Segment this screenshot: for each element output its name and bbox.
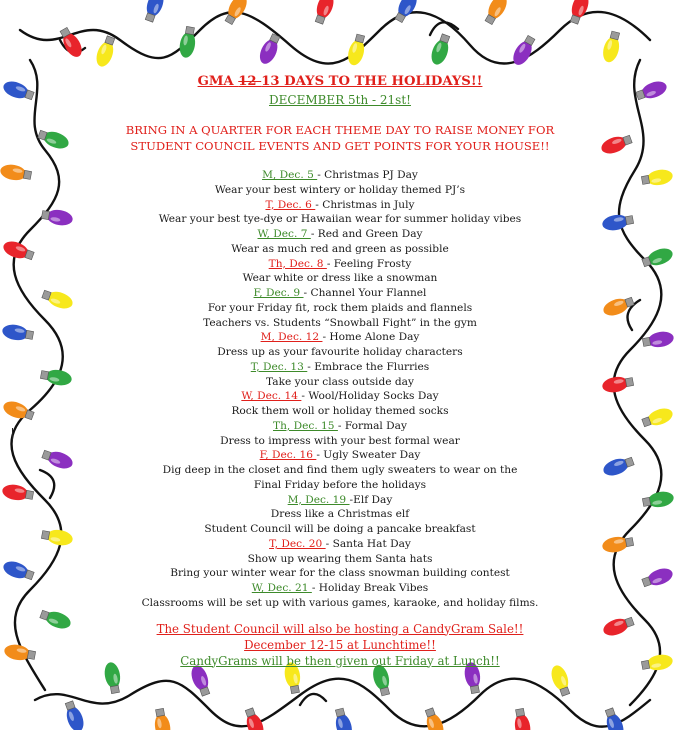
light-bulb-icon: [332, 707, 355, 730]
light-bulb-icon: [178, 26, 198, 59]
theme-day-title: - Channel Your Flannel: [303, 287, 427, 299]
theme-day-row: [60, 227, 620, 242]
text-cursor: [12, 428, 13, 441]
theme-day-row: [60, 537, 620, 552]
theme-day-row: [60, 389, 620, 404]
light-bulb-icon: [1, 483, 34, 503]
theme-day-row: [60, 448, 620, 463]
light-bulb-icon: [641, 245, 675, 270]
theme-day-title: -Elf Day: [349, 493, 393, 506]
light-bulb-icon: [512, 708, 532, 730]
theme-day-description: Classrooms will be set up with various games, karaoke, and holiday films.: [141, 596, 539, 609]
theme-day-description: Dress like a Christmas elf: [270, 508, 410, 521]
flyer-date-range: DECEMBER 5th - 21st!: [269, 93, 411, 107]
light-bulb-icon: [312, 0, 337, 25]
theme-day-description: Dress up as your favourite holiday characters: [217, 346, 463, 358]
theme-day-title: - Embrace the Flurries: [307, 360, 430, 373]
flyer-content: [60, 72, 620, 669]
theme-day-row: [60, 360, 620, 375]
light-bulb-icon: [642, 490, 675, 510]
candygram-line-1: The Student Council will also be hosting a CandyGram Sale!!: [156, 621, 524, 636]
theme-day-description: Bring your winter wear for the class snowman building contest: [170, 567, 510, 580]
theme-day-title: - Red and Green Day: [310, 228, 423, 240]
theme-day-description: Rock them woll or holiday themed socks: [231, 405, 449, 417]
theme-day-date: M, Dec. 19: [287, 493, 350, 506]
light-bulb-icon: [0, 163, 32, 183]
candygram-line-2: December 12-15 at Lunchtime!!: [244, 637, 436, 652]
theme-day-description: Show up wearing them Santa hats: [247, 552, 433, 565]
theme-day-date: M, Dec. 12: [260, 331, 323, 344]
title-struck-number: 12: [238, 74, 262, 89]
light-bulb-icon: [1, 323, 34, 343]
theme-day-date: W, Dec. 21: [251, 582, 312, 594]
theme-day-title: - Home Alone Day: [322, 331, 420, 344]
theme-day-row: [60, 168, 620, 183]
light-bulb-icon: [641, 565, 675, 590]
theme-day-list: [60, 168, 620, 611]
theme-day-row: [60, 198, 620, 213]
notice-line-1: BRING IN A QUARTER FOR EACH THEME DAY TO RAISE MONEY FOR: [125, 123, 555, 137]
theme-day-date: W, Dec. 14: [241, 390, 302, 403]
theme-day-row: [60, 286, 620, 301]
light-bulb-icon: [93, 35, 118, 69]
light-bulb-icon: [256, 32, 283, 66]
theme-day-description: Wear white or dress like a snowman: [242, 272, 438, 285]
theme-day-description: Take your class outside day: [266, 375, 414, 388]
theme-day-row: [60, 330, 620, 345]
notice-line-2: STUDENT COUNCIL EVENTS AND GET POINTS FOR YOUR HOUSE!!: [130, 139, 550, 153]
theme-day-row: [60, 419, 620, 434]
light-bulb-icon: [1, 238, 35, 263]
theme-day-date: T, Dec. 20: [269, 537, 326, 550]
light-bulb-icon: [1, 398, 35, 423]
theme-day-date: T, Dec. 13: [250, 360, 308, 373]
light-wire: [20, 12, 650, 64]
candygram-notice: [60, 621, 620, 669]
light-bulb-icon: [641, 405, 675, 430]
theme-day-title: - Wool/Holiday Socks Day: [301, 390, 439, 403]
light-bulb-icon: [1, 78, 35, 103]
flyer-title: [60, 72, 620, 92]
theme-day-description: Wear as much red and green as possible: [231, 242, 449, 255]
theme-day-date: F, Dec. 16: [259, 449, 317, 462]
theme-day-date: F, Dec. 9: [253, 287, 304, 299]
theme-day-description: Teachers vs. Students “Snowball Fight” in the gym: [203, 316, 477, 329]
theme-day-title: - Feeling Frosty: [326, 257, 412, 270]
light-bulb-icon: [635, 78, 669, 103]
theme-day-date: M, Dec. 5: [262, 169, 318, 181]
theme-day-title: - Holiday Break Vibes: [311, 582, 429, 594]
theme-day-description: For your Friday fit, rock them plaids and flannels: [207, 301, 473, 314]
fundraiser-notice: [60, 122, 620, 154]
light-bulb-icon: [62, 700, 87, 730]
theme-day-description: Dig deep in the closet and find them ugly sweaters to wear on the: [162, 464, 518, 476]
light-bulb-icon: [601, 30, 624, 64]
theme-day-description: Final Friday before the holidays: [253, 478, 427, 491]
theme-day-row: [60, 493, 620, 508]
light-bulb-icon: [142, 0, 167, 23]
light-bulb-icon: [3, 643, 36, 663]
theme-day-row: [60, 257, 620, 272]
theme-day-title: - Christmas PJ Day: [317, 169, 418, 181]
theme-day-title: - Christmas in July: [315, 198, 415, 211]
theme-day-description: Wear your best wintery or holiday themed PJ’s: [214, 183, 466, 196]
theme-day-title: - Formal Day: [337, 419, 407, 432]
theme-day-date: Th, Dec. 15: [273, 419, 338, 432]
theme-day-title: - Ugly Sweater Day: [316, 449, 421, 462]
theme-day-date: Th, Dec. 8: [268, 257, 327, 270]
theme-day-date: W, Dec. 7: [257, 228, 311, 240]
title-prefix: GMA: [197, 74, 239, 89]
theme-day-row: [60, 581, 620, 596]
light-bulb-icon: [482, 0, 510, 26]
candygram-line-3: CandyGrams will be then given out Friday at Lunch!!: [180, 653, 500, 668]
theme-day-description: Student Council will be doing a pancake breakfast: [204, 523, 476, 535]
light-bulb-icon: [152, 708, 172, 730]
theme-day-description: Wear your best tye-dye or Hawaiian wear for summer holiday vibes: [158, 213, 522, 226]
theme-day-description: Dress to impress with your best formal wear: [220, 434, 460, 447]
title-suffix: 13 DAYS TO THE HOLIDAYS!!: [261, 74, 483, 89]
light-bulb-icon: [641, 168, 674, 188]
light-bulb-icon: [1, 558, 35, 583]
light-bulb-icon: [641, 653, 674, 673]
theme-day-title: - Santa Hat Day: [325, 537, 411, 550]
theme-day-date: T, Dec. 6: [265, 198, 316, 211]
light-bulb-icon: [346, 33, 369, 67]
light-bulb-icon: [428, 33, 453, 67]
